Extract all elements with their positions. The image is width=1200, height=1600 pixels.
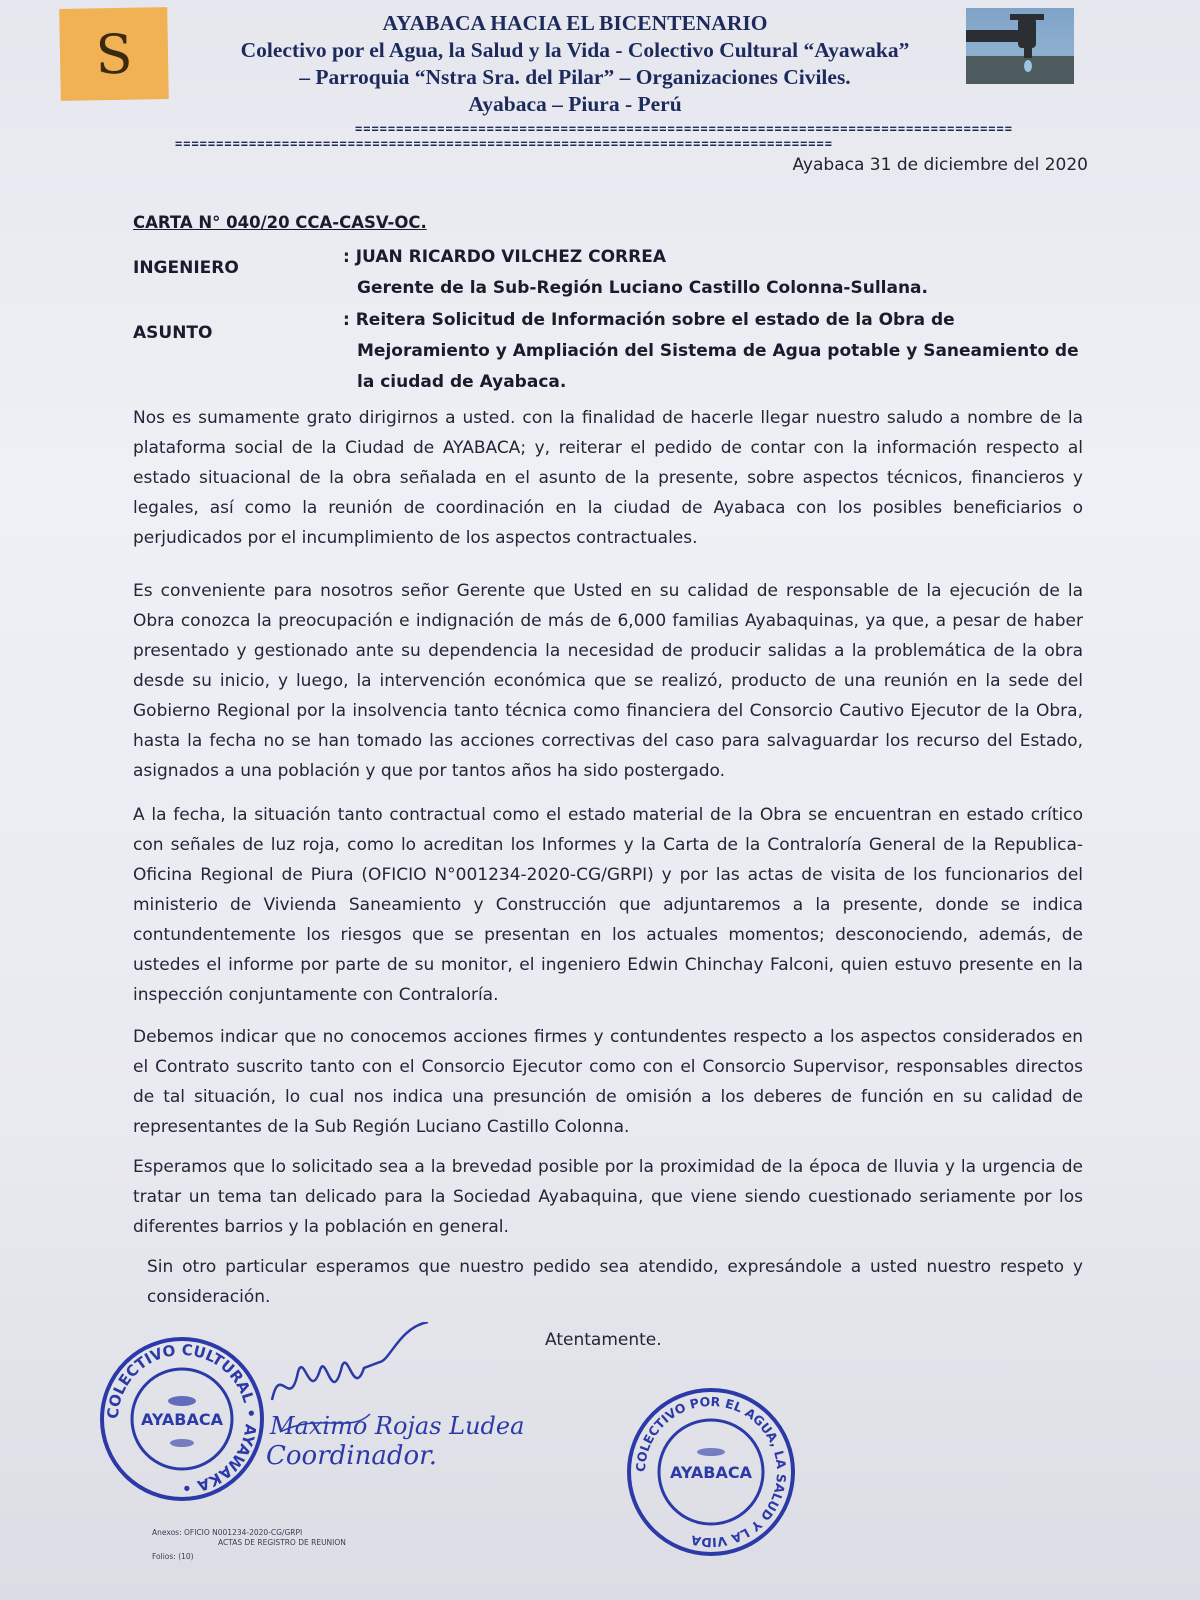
stamp-right-center-text: AYABACA: [670, 1463, 752, 1482]
letterhead-title: AYABACA HACIA EL BICENTENARIO: [382, 11, 768, 35]
stamp-left-ring-text: COLECTIVO CULTURAL • AYAWAKA •: [103, 1340, 261, 1498]
water-health-life-stamp: [625, 1386, 797, 1558]
stamp-right-ring-text: COLECTIVO POR EL AGUA, LA SALUD Y LA VIDA: [632, 1393, 790, 1551]
subject-line-2: Mejoramiento y Ampliación del Sistema de Agua potable y Saneamiento de: [357, 341, 1079, 361]
paragraph-2: Es conveniente para nosotros señor Gerente que Usted en su calidad de responsable de la ejecución de la Obra conozca la preocupación e indignación de más de 6,000 familias Ayabaquinas, ya que, a pesar de haber presentado y gestionado ante su dependencia la necesidad de producir salidas a la problemática de la obra desde su inicio, y luego, la intervención económica que se realizó, producto de una reunión en la sede del Gobierno Regional por la insolvencia tanto técnica como financiera del Consorcio Cautivo Ejecutor de la Obra, hasta la fecha no se han tomado las acciones correctivas del caso para salvaguardar los recurso del Estado, asignados a una población y que por tantos años ha sido postergado.: [133, 581, 1083, 781]
faucet-icon: [966, 8, 1074, 84]
collective-cultural-stamp: [98, 1335, 266, 1503]
subject-line-1: : Reitera Solicitud de Información sobre el estado de la Obra de: [343, 310, 955, 330]
annex-folios: Folios: (10): [152, 1552, 194, 1561]
closing-salutation: Atentamente.: [545, 1330, 662, 1350]
letterhead: [175, 10, 975, 118]
annexes-note: [152, 1528, 346, 1562]
letterhead-line-2: Colectivo por el Agua, la Salud y la Vida - Colectivo Cultural “Ayawaka”: [240, 38, 910, 62]
recipient-block: [343, 242, 928, 304]
signature-name: Maximo Rojas Ludea: [270, 1412, 525, 1440]
letterhead-line-3: – Parroquia “Nstra Sra. del Pilar” – Organizaciones Civiles.: [299, 65, 851, 89]
letterhead-location: Ayabaca – Piura - Perú: [468, 92, 682, 116]
subject-line-3: la ciudad de Ayabaca.: [357, 372, 567, 392]
letterhead-divider: ================================================================================ ================================================================================: [175, 124, 1013, 151]
paragraph-4: Debemos indicar que no conocemos acciones firmes y contundentes respecto a los aspectos considerados en el Contrato suscrito tanto con el Consorcio Ejecutor como con el Consorcio Supervisor, responsables directos de tal situación, lo cual nos indica una presunción de omisión a los deberes de función en su calidad de representantes de la Sub Región Luciano Castillo Colonna.: [133, 1027, 1083, 1137]
annex-line-1: Anexos: OFICIO N001234-2020-CG/GRPI: [152, 1528, 303, 1537]
signature-role: Coordinador.: [266, 1441, 437, 1471]
collective-logo-left: [59, 7, 169, 101]
annex-line-2: ACTAS DE REGISTRO DE REUNION: [218, 1538, 346, 1547]
subject-block: [343, 305, 1079, 398]
letter-date: Ayabaca 31 de diciembre del 2020: [792, 155, 1088, 175]
paragraph-6: Sin otro particular esperamos que nuestro pedido sea atendido, expresándole a usted nuestro respeto y consideración.: [147, 1257, 1083, 1307]
paragraph-1: Nos es sumamente grato dirigirnos a usted. con la finalidad de hacerle llegar nuestro saludo a nombre de la plataforma social de la Ciudad de AYABACA; y, reiterar el pedido de contar con la información respecto al estado situacional de la obra señalada en el asunto de la presente, sobre aspectos técnicos, financieros y legales, así como la reunión de coordinación en la ciudad de Ayabaca con los posibles beneficiarios o perjudicados por el incumplimiento de los aspectos contractuales.: [133, 408, 1083, 548]
recipient-label: INGENIERO: [133, 258, 239, 278]
paragraph-3: A la fecha, la situación tanto contractual como el estado material de la Obra se encuentran en estado crítico con señales de luz roja, como lo acreditan los Informes y la Carta de la Contraloría General de la Republica- Oficina Regional de Piura (OFICIO N°001234-2020-CG/GRPI) y por las actas de visita de los funcionarios del ministerio de Vivienda Saneamiento y Construcción que adjuntaremos a la presente, donde se indica contundentemente los riesgos que se presentan en los actuales momentos; desconociendo, además, de ustedes el informe por parte de su monitor, el ingeniero Edwin Chinchay Falconi, quien estuvo presente en la inspección conjuntamente con Contraloría.: [133, 805, 1083, 1005]
handwritten-signature: [260, 1322, 560, 1482]
subject-label: ASUNTO: [133, 323, 213, 343]
logo-left-letter: S: [94, 22, 134, 86]
recipient-name: : JUAN RICARDO VILCHEZ CORREA: [343, 247, 666, 267]
stamp-left-center-text: AYABACA: [141, 1410, 223, 1429]
recipient-title: Gerente de la Sub-Región Luciano Castillo Colonna-Sullana.: [357, 278, 928, 298]
paragraph-5: Esperamos que lo solicitado sea a la brevedad posible por la proximidad de la época de lluvia y la urgencia de tratar un tema tan delicado para la Sociedad Ayabaquina, que viene siendo cuestionado seriamente por los diferentes barrios y la población en general.: [133, 1157, 1083, 1237]
letter-number: CARTA N° 040/20 CCA-CASV-OC.: [133, 213, 427, 232]
water-faucet-logo-right: [966, 8, 1074, 84]
